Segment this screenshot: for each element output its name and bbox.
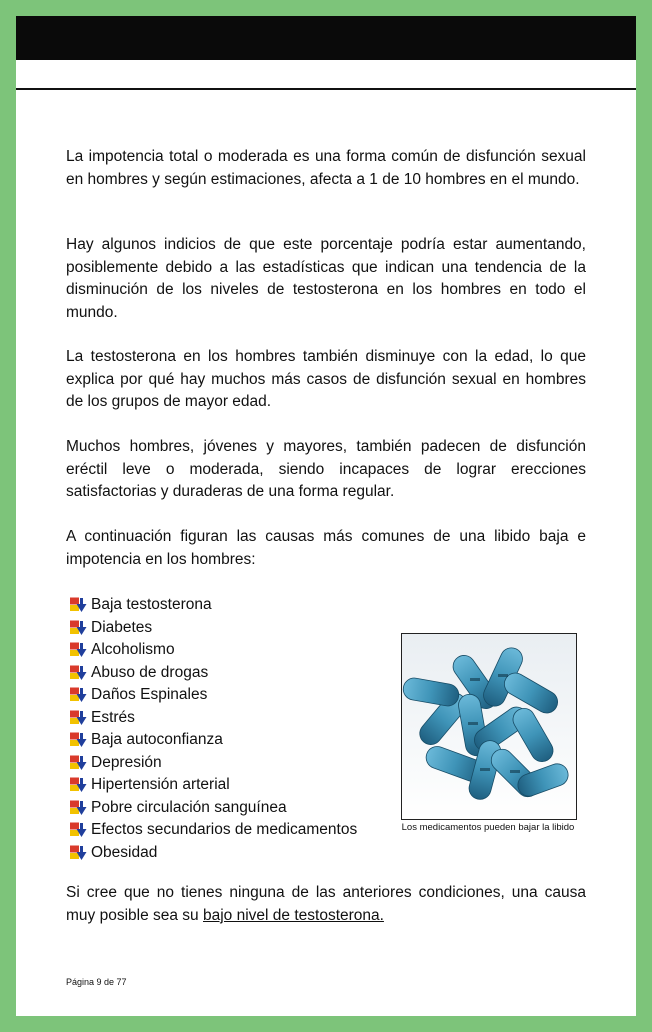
- down-arrow-bullet-icon: [70, 800, 91, 816]
- cause-item: [70, 729, 357, 752]
- page-number: Página 9 de 77: [66, 977, 127, 987]
- down-arrow-bullet-icon: [70, 845, 91, 861]
- down-arrow-bullet-icon: [70, 732, 91, 748]
- cause-label: Abuso de drogas: [91, 663, 209, 681]
- cause-item: [70, 819, 357, 842]
- cause-label: Alcoholismo: [91, 641, 175, 659]
- cause-item: [70, 707, 357, 730]
- cause-label: Depresión: [91, 753, 162, 771]
- cause-label: Diabetes: [91, 618, 153, 636]
- cause-item: [70, 639, 357, 662]
- paragraph-impotence-intro: La impotencia total o moderada es una forma común de disfunción sexual en hombres y según estimaciones, afecta a 1 de 10 hombres en el mundo.: [66, 148, 586, 188]
- paragraph-causes-intro: A continuación figuran las causas más comunes de una libido baja e impotencia en los hombres:: [66, 528, 586, 568]
- paragraph-closing: [66, 882, 586, 927]
- paragraph-age-decline: La testosterona en los hombres también disminuye con la edad, lo que explica por qué hay muchos más casos de disfunción sexual en hombres de los grupos de mayor edad.: [66, 348, 586, 410]
- cause-label: Baja testosterona: [91, 596, 212, 614]
- cause-item: [70, 662, 357, 685]
- down-arrow-bullet-icon: [70, 755, 91, 771]
- down-arrow-bullet-icon: [70, 777, 91, 793]
- cause-item: [70, 684, 357, 707]
- down-arrow-bullet-icon: [70, 687, 91, 703]
- cause-item: [70, 594, 357, 617]
- cause-label: Obesidad: [91, 843, 158, 861]
- down-arrow-bullet-icon: [70, 597, 91, 613]
- down-arrow-bullet-icon: [70, 620, 91, 636]
- cause-item: [70, 774, 357, 797]
- blue-capsules-image: [401, 633, 577, 820]
- document-page: [16, 16, 636, 1016]
- cause-label: Estrés: [91, 708, 135, 726]
- down-arrow-bullet-icon: [70, 642, 91, 658]
- closing-text: Si cree que no tienes ninguna de las anteriores condiciones, una causa muy posible sea su: [66, 884, 586, 924]
- cause-label: Daños Espinales: [91, 686, 208, 704]
- down-arrow-bullet-icon: [70, 822, 91, 838]
- down-arrow-bullet-icon: [70, 710, 91, 726]
- cause-label: Baja autoconfianza: [91, 731, 223, 749]
- cause-item: [70, 752, 357, 775]
- cause-item: [70, 842, 357, 865]
- paragraph-mild-dysfunction: Muchos hombres, jóvenes y mayores, también padecen de disfunción eréctil leve o moderada, siendo incapaces de lograr erecciones satisfactorias y duraderas de una forma regular.: [66, 438, 586, 500]
- testosterone-link[interactable]: bajo nivel de testosterona.: [203, 906, 384, 924]
- cause-label: Hipertensión arterial: [91, 776, 230, 794]
- cause-item: [70, 617, 357, 640]
- down-arrow-bullet-icon: [70, 665, 91, 681]
- header-rule: [16, 88, 636, 90]
- cause-item: [70, 797, 357, 820]
- figure-caption: Los medicamentos pueden bajar la libido: [401, 822, 575, 833]
- paragraph-increase-trend: Hay algunos indicios de que este porcentaje podría estar aumentando, posiblemente debido a las estadísticas que indican una tendencia de la disminución de los niveles de testosterona en los hombres en todo el mundo.: [66, 236, 586, 321]
- cause-label: Efectos secundarios de medicamentos: [91, 821, 358, 839]
- causes-list: [70, 594, 357, 864]
- header-bar: [16, 16, 636, 60]
- cause-label: Pobre circulación sanguínea: [91, 798, 287, 816]
